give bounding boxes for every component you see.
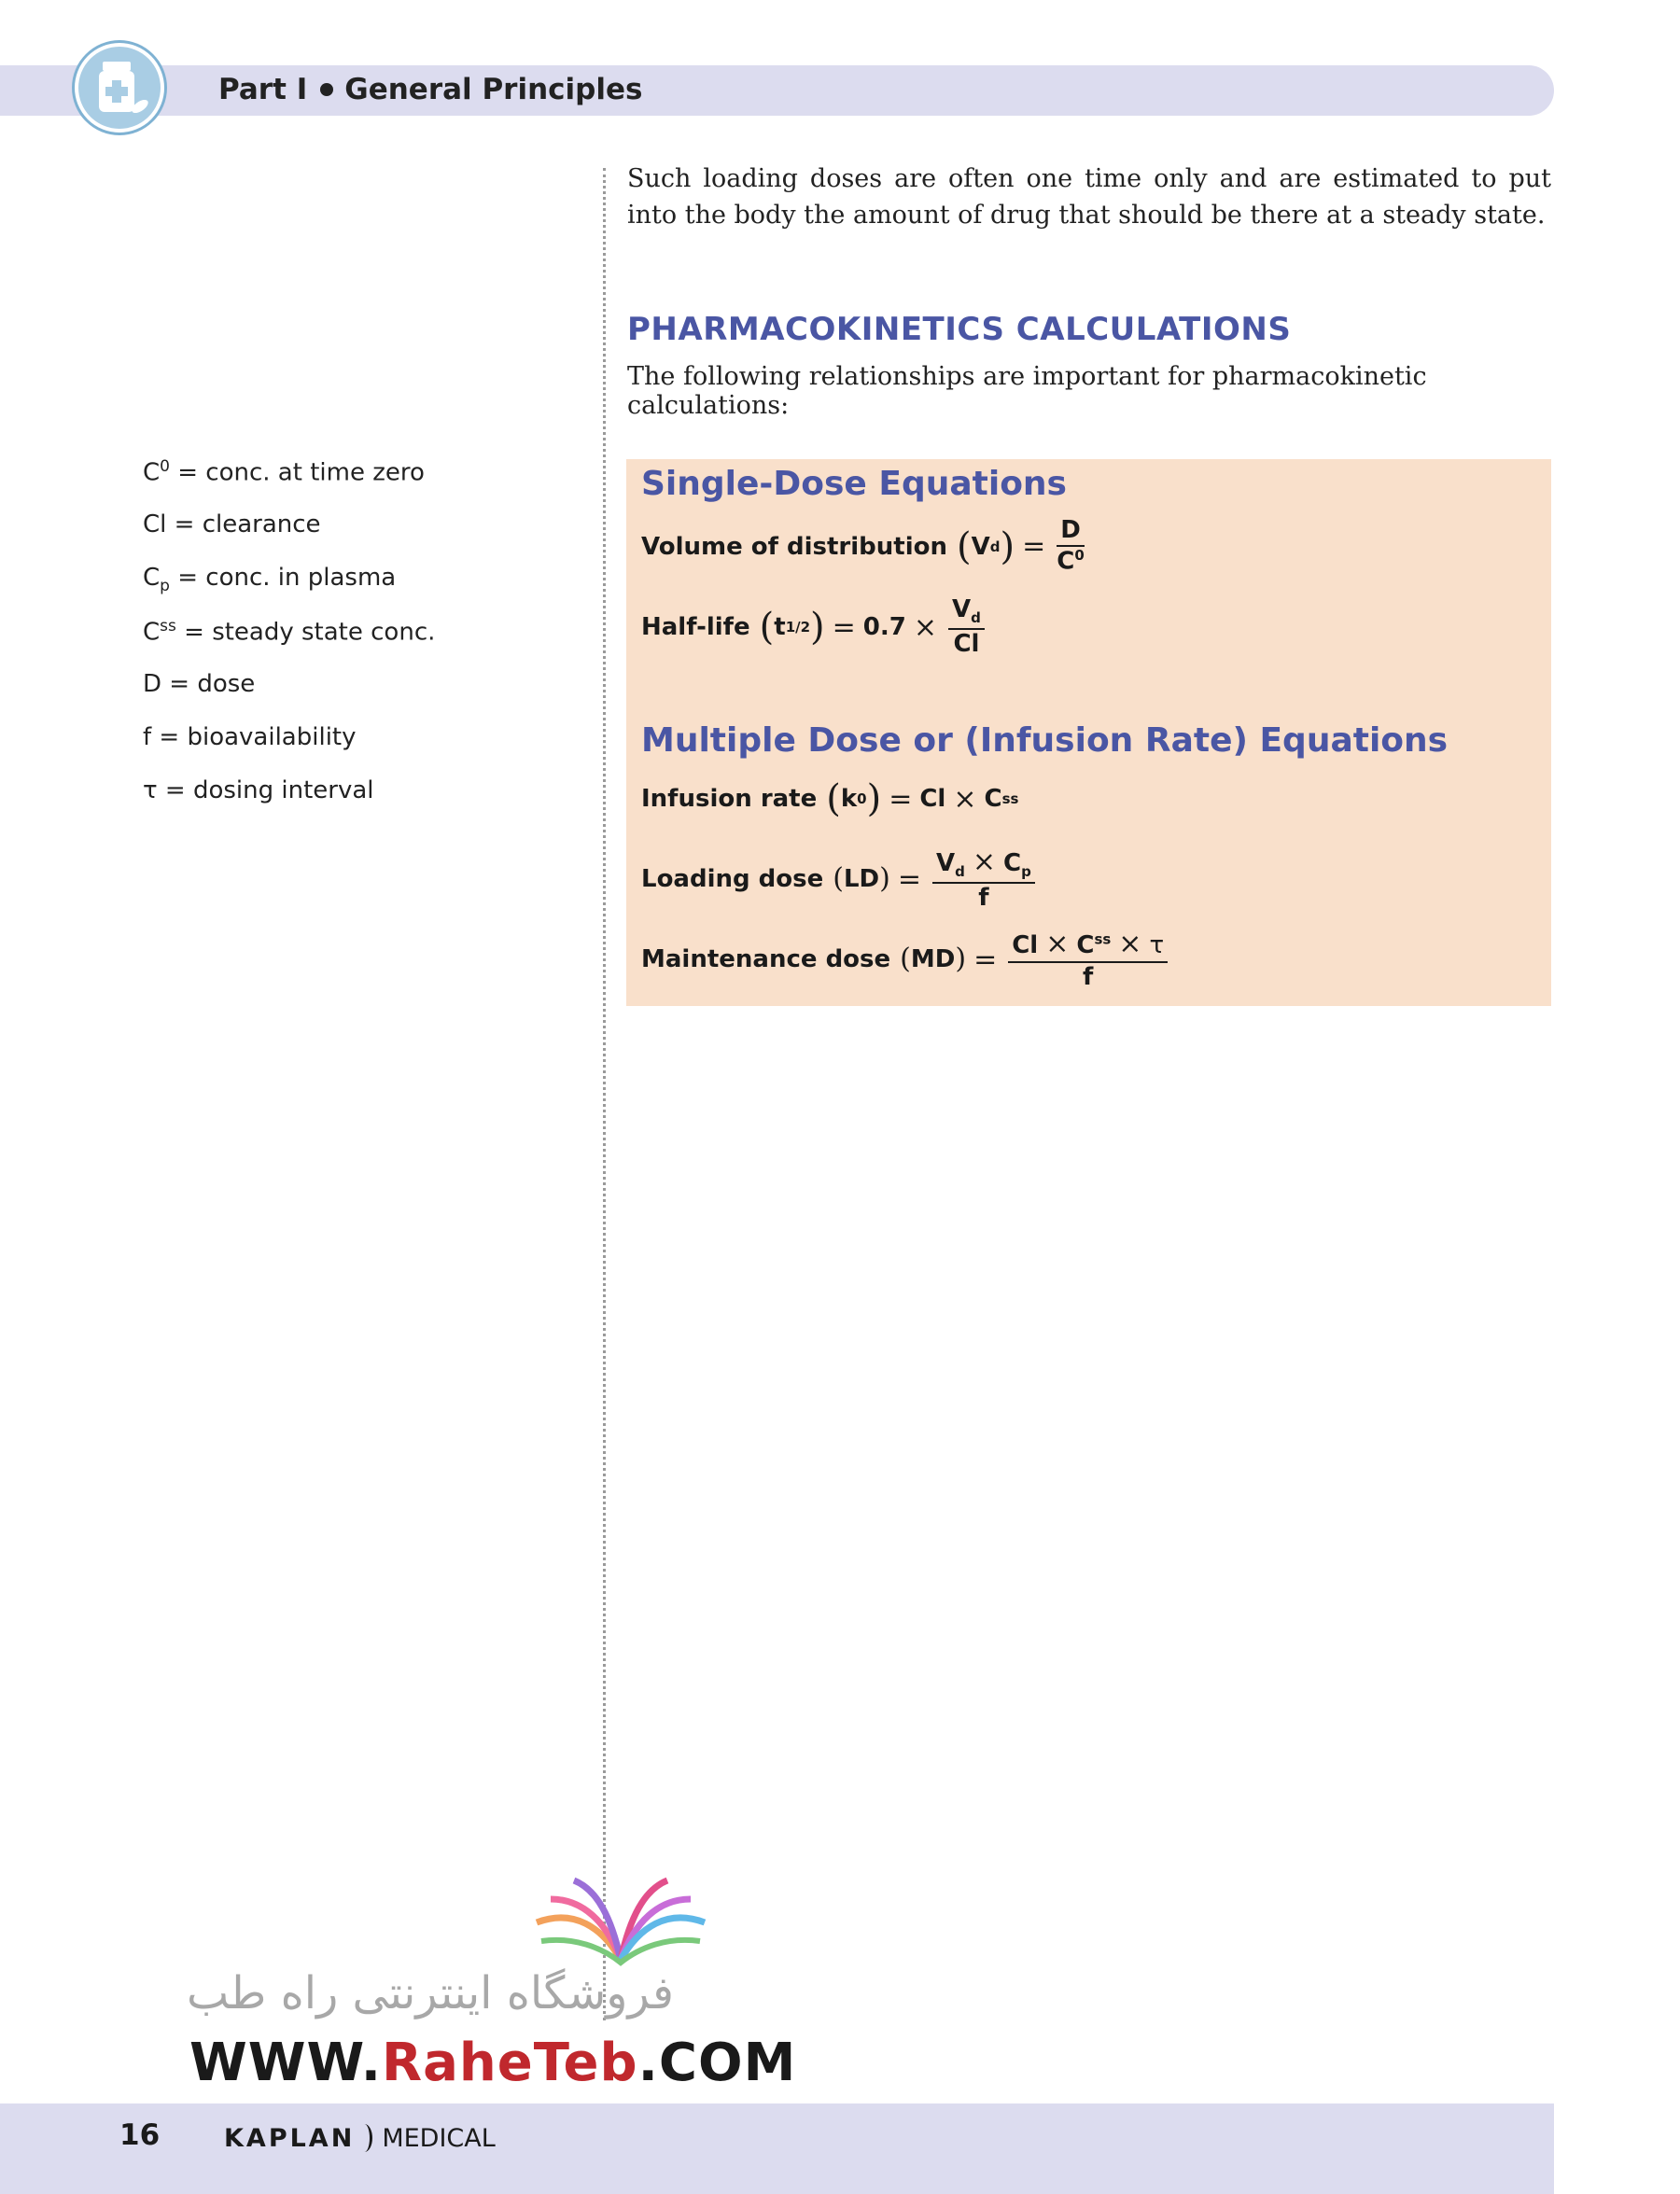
definition-item: τ = dosing interval [143, 776, 374, 804]
watermark-url: WWW.RaheTeb.COM [189, 2033, 797, 2093]
maintenance-dose-equation: Maintenance dose ( MD ) = $\frac{Cl \times C^{ss} \times \tau}{f}$ [641, 929, 1168, 990]
publisher-logo: KAPLAN MEDICAL [224, 2124, 496, 2153]
section-lead: The following relationships are important for pharmacokinetic calculations: [627, 362, 1427, 420]
chapter-title: General Principles [344, 73, 643, 106]
multiple-dose-heading: Multiple Dose or (Infusion Rate) Equations [641, 721, 1449, 760]
loading-dose-equation: Loading dose ( LD ) = $\frac{V_d \times C_p}{f}$ [641, 847, 1035, 911]
medicine-bottle-icon [75, 43, 164, 133]
volume-of-distribution-equation: Volume of distribution ( V d ) = $\frac{D}{C^0}$ [641, 516, 1085, 576]
definition-item: $C^0$ = conc. at time zero [143, 457, 425, 487]
open-book-logo-icon [527, 1871, 714, 1969]
definition-item: Cl = clearance [143, 510, 321, 538]
column-divider [603, 168, 606, 2020]
running-header [218, 73, 642, 106]
half-life-equation: Half-life ( t 1/2 ) = 0.7 × $\frac{V_d}{Cl}$ [641, 597, 985, 657]
definition-item: D = dose [143, 670, 256, 698]
part-label: Part I [218, 73, 308, 106]
watermark-persian: فروشگاه اینترنتی راه طب [187, 1967, 674, 2019]
definition-item: f = bioavailability [143, 723, 357, 751]
definition-item: $C_p$ = conc. in plasma [143, 564, 397, 596]
bullet-icon [320, 83, 333, 96]
kaplan-swoosh-icon [357, 2124, 372, 2152]
section-heading: PHARMACOKINETICS CALCULATIONS [627, 311, 1292, 348]
definition-item: $C^{ss}$ = steady state conc. [143, 617, 436, 647]
intro-paragraph: Such loading doses are often one time only and are estimated to put into the body the amount of drug that should be there at a steady state. [627, 164, 1551, 230]
infusion-rate-equation: Infusion rate ( k 0 ) = Cl × C ss [641, 777, 1019, 820]
page-number: 16 [119, 2118, 161, 2152]
single-dose-heading: Single-Dose Equations [641, 465, 1067, 503]
